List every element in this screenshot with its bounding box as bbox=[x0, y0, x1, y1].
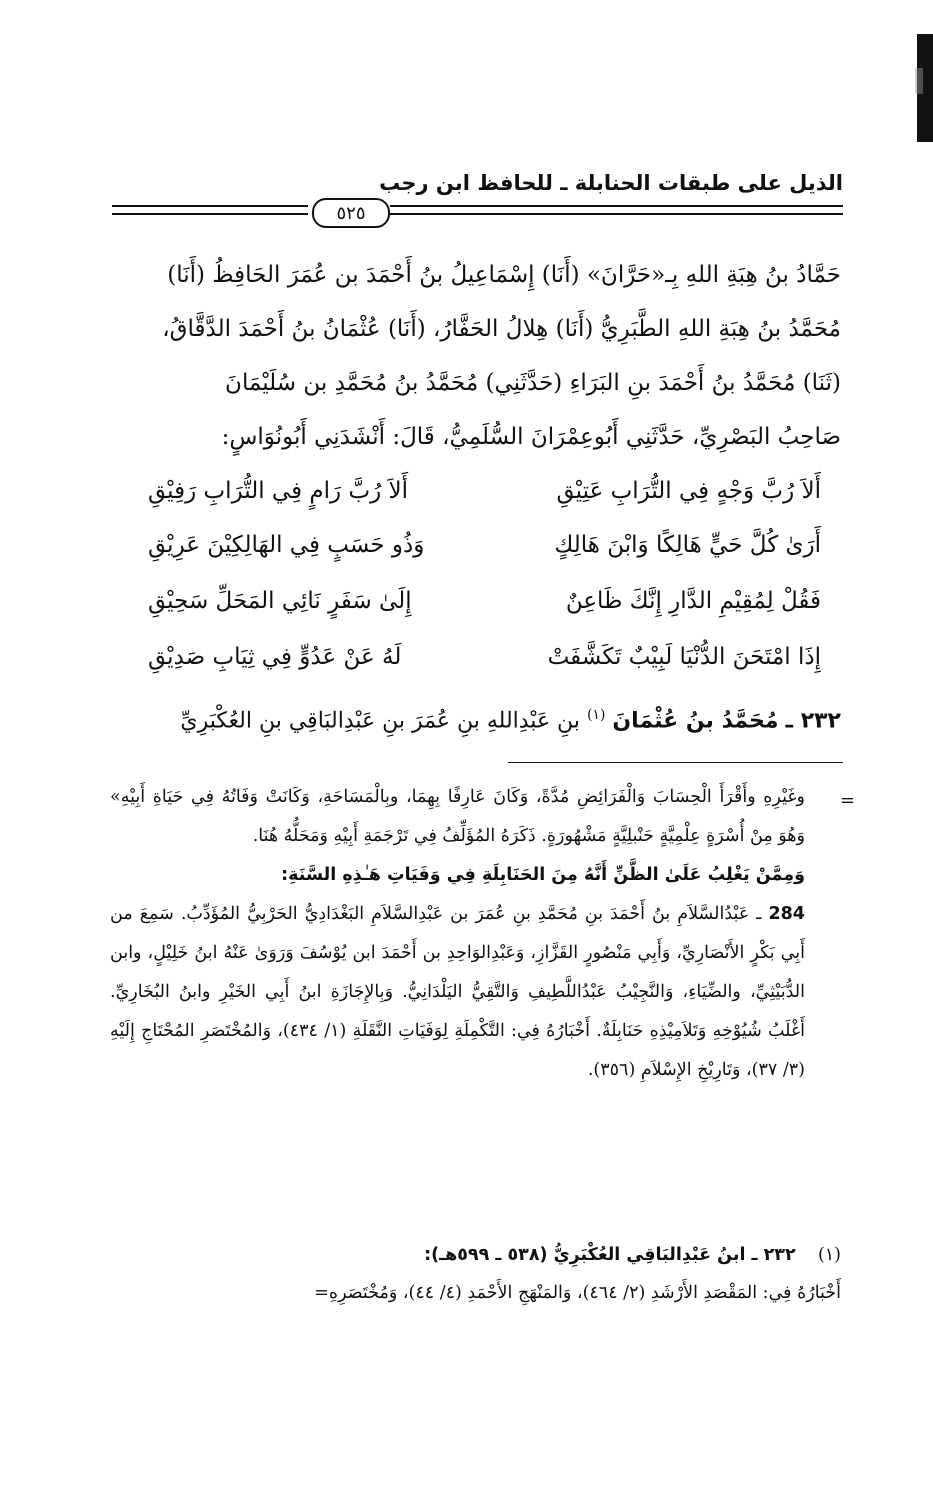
text-line: (ثَنَا) مُحَمَّدُ بنُ أَحْمَدَ بنِ البَرَاءِ (حَدَّثَنِي) مُحَمَّدُ بنُ مُحَمَّدِ بن سُلَيْمَانَ bbox=[225, 370, 841, 396]
verse-line bbox=[148, 518, 821, 572]
rule-left-bottom bbox=[112, 213, 308, 215]
rule-right-bottom bbox=[390, 213, 843, 215]
biography-entry-heading bbox=[110, 690, 841, 746]
footnote-1 bbox=[424, 1236, 841, 1275]
verse-second-hemistich: وَذُو حَسَبٍ فِي الهَالِكِيْنَ عَرِيْقِ bbox=[148, 532, 425, 558]
footnotes bbox=[110, 778, 805, 1090]
continuation-mark: = bbox=[840, 790, 856, 811]
header-rule bbox=[112, 198, 843, 226]
footnote-reference: (١) bbox=[586, 707, 606, 723]
verse-second-hemistich: لَهُ عَنْ عَدُوٍّ فِي ثِيَابِ صَدِيْقِ bbox=[148, 644, 402, 670]
text-line: مُحَمَّدُ بنُ هِبَةِ اللهِ الطَّبَرِيُّ (أَنَا) هِلالُ الحَفَّارُ، (أَنَا) عُثْمَانُ بنُ أَحْمَدَ الدَّقَّاقُ، bbox=[162, 316, 841, 342]
entry-lineage: بنِ عَبْدِاللهِ بنِ عُمَرَ بنِ عَبْدِالبَاقِي بنِ العُكْبَرِيِّ bbox=[180, 708, 580, 734]
footnote-entry-body: المُؤَدِّبُ. سَمِعَ من أَبِي بَكْرٍ الأَنْصَارِيِّ، وَأَبِي مَنْصُورٍ القَزَّازِ، وَعَبْدِالوَاحِدِ بن أَحْمَدَ ابن يُوْسُفَ وَرَوَىٰ عَنْهُ ابنُ خَلِيْلٍ، وابن الدُّبَيْثِيِّ، والضِّيَاءِ، وَالنَّجِيْبُ عَبْدُاللَّطِيفِ وَالتَّقِيُّ اليَلْدَانِيُّ. وَبِالإِجَازَةِ ابنُ أَبِي الخَيْرِ وابنُ البُخَارِيِّ. أَغْلَبُ شُيُوْخِهِ وَتَلاَمِيْذِهِ حَنَابِلَةٌ. أَخْبَارُهُ فِي: التَّكْمِلَةِ لِوَفَيَاتِ النَّقَلَةِ (١/ ٤٣٤)، وَالمُخْتَصَرِ المُحْتَاجِ إِلَيْهِ (٣/ ٣٧)، وَتَارِيْخِ الإِسْلاَمِ (٣٥٦). bbox=[110, 904, 805, 1080]
main-text bbox=[110, 248, 841, 464]
footnote-1-title: ٢٣٢ ـ ابنُ عَبْدِالبَاقِي العُكْبَرِيُّ (٥٣٨ ـ ٥٩٩هـ): bbox=[424, 1245, 796, 1265]
text-line: صَاحِبُ البَصْرِيِّ، حَدَّثَنِي أَبُوعِمْرَانَ السُّلَمِيُّ، قَالَ: أَنْشَدَنِي أَبُونُوَاسٍ: bbox=[221, 424, 841, 450]
verse-line bbox=[148, 464, 821, 518]
footnote-entry-number: 284 bbox=[768, 904, 805, 924]
verse-second-hemistich: أَلاَ رُبَّ رَامٍ فِي التُّرَابِ رَفِيْقِ bbox=[148, 478, 409, 504]
footnote-1-marker: (١) bbox=[817, 1245, 841, 1265]
verse-first-hemistich: إِذَا امْتَحَنَ الدُّنْيَا لَبِيْبٌ تَكَشَّفَتْ bbox=[547, 644, 821, 670]
verse-line bbox=[148, 574, 821, 628]
entry-number: ٢٣٢ ـ bbox=[785, 708, 841, 734]
footnote-separator bbox=[508, 762, 843, 763]
footnote-paragraph: وغَيْرِهِ وأَقْرَأَ الْحِسَابَ وَالْفَرَائِضِ مُدَّةً، وَكَانَ عَارِفًا بِهِمَا، وبِالْمَسَاحَةِ، وَكَانَتْ وَفَاتُهُ فِي حَيَاةِ أَبِيْهِ» وَهُوَ مِنْ أُسْرَةٍ عِلْمِيَّةٍ حَنْبلِيَّةٍ مَشْهُورَةٍ. ذَكَرَهُ المُؤَلِّفُ فِي تَرْجَمَةِ أَبِيْهِ وَمَحَلُّهُ هُنَا. bbox=[110, 787, 805, 846]
verse-first-hemistich: فَقُلْ لِمُقِيْمِ الدَّارِ إِنَّكَ ظَاعِنٌ bbox=[565, 588, 821, 614]
verse-second-hemistich: إِلَىٰ سَفَرٍ نَائِي المَحَلِّ سَحِيْقِ bbox=[148, 588, 412, 614]
running-title: الذيل على طبقات الحنابلة ـ للحافظ ابن رجب bbox=[379, 171, 843, 195]
verse-line bbox=[148, 630, 821, 684]
entry-name: مُحَمَّدُ بنُ عُثْمَانَ bbox=[612, 708, 779, 734]
scan-speck bbox=[915, 68, 923, 94]
footnote-heading: وَمِمَّنْ يَغْلِبُ عَلَىٰ الظَّنِّ أَنَّهُ مِنَ الحَنَابِلَةِ فِي وَفَيَاتِ هَـٰذِهِ السَّنَةِ: bbox=[281, 865, 805, 885]
verse-first-hemistich: أَرَىٰ كُلَّ حَيٍّ هَالِكًا وَابْنَ هَالِكٍ bbox=[554, 532, 821, 558]
page-number: ٥٢٥ bbox=[312, 198, 390, 228]
rule-right-top bbox=[390, 205, 843, 207]
rule-left-top bbox=[112, 205, 308, 207]
footnote-entry-head: ـ عَبْدُالسَّلاَمِ بنُ أَحْمَدَ بنِ مُحَمَّدِ بنِ عُمَرَ بن عَبْدِالسَّلاَمِ البَغْدَادِيُّ الحَرْبِيُّ bbox=[247, 904, 762, 924]
footnote-1-references: أَخْبَارُهُ فِي: المَقْصَدِ الأَرْشَدِ (٢/ ٤٦٤)، وَالمَنْهَجِ الأَحْمَدِ (٤/ ٤٤)، وَمُخْتَصَرِهِ= bbox=[314, 1283, 841, 1303]
page-header bbox=[112, 168, 843, 198]
text-line: حَمَّادُ بنُ هِبَةِ اللهِ بِـ«حَرَّانَ» (أَنَا) إِسْمَاعِيلُ بنُ أَحْمَدَ بن عُمَرَ الحَافِظُ (أَنَا) bbox=[167, 262, 841, 288]
footnote-entry bbox=[110, 895, 805, 1090]
verse-first-hemistich: أَلاَ رُبَّ وَجْهٍ فِي التُّرَابِ عَتِيْقِ bbox=[556, 478, 821, 504]
